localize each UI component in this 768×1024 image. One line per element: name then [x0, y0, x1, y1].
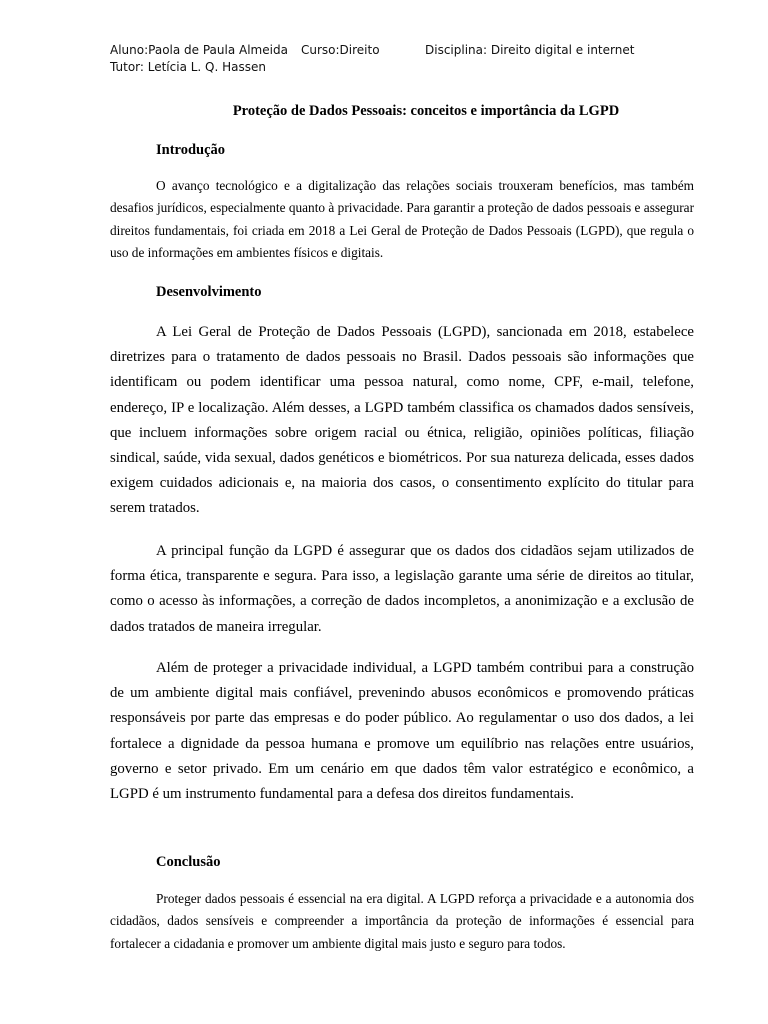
paragraph: O avanço tecnológico e a digitalização das relações sociais trouxeram benefícios, mas também desafios jurídicos, especialmente quanto à privacidade. Para garantir a proteção de dados pessoais e assegurar direitos fundamentais, foi criada em 2018 a Lei Geral de Proteção de Dados Pessoais (LGPD), que regula o uso de informações em ambientes físicos e digitais.: [110, 178, 694, 261]
heading-introducao: Introdução: [156, 142, 226, 158]
section-conclusao: [110, 888, 694, 955]
section-desenvolvimento-p1: [110, 320, 694, 522]
heading-desenvolvimento: Desenvolvimento: [156, 284, 262, 300]
course-name: Curso:Direito: [301, 43, 380, 57]
section-desenvolvimento-p3: [110, 656, 694, 807]
student-name: Aluno:Paola de Paula Almeida: [110, 43, 288, 57]
section-desenvolvimento-p2: [110, 539, 694, 640]
heading-conclusao: Conclusão: [156, 854, 221, 870]
tutor-name: Tutor: Letícia L. Q. Hassen: [110, 60, 266, 74]
paragraph: Proteger dados pessoais é essencial na era digital. A LGPD reforça a privacidade e a autonomia dos cidadãos, dados sensíveis e compreender a importância da proteção de informações é essencial para fortalecer a cidadania e promover um ambiente digital mais justo e seguro para todos.: [110, 891, 694, 951]
paragraph: A Lei Geral de Proteção de Dados Pessoais (LGPD), sancionada em 2018, estabelece diretrizes para o tratamento de dados pessoais no Brasil. Dados pessoais são informações que identificam ou podem identificar uma pessoa natural, como nome, CPF, e-mail, telefone, endereço, IP e localização. Além desses, a LGPD também classifica os chamados dados sensíveis, que incluem informações sobre origem racial ou étnica, religião, opiniões políticas, filiação sindical, saúde, vida sexual, dados genéticos e biométricos. Por sua natureza delicada, esses dados exigem cuidados adicionais e, na maioria dos casos, o consentimento explícito do titular para serem tratados.: [110, 324, 694, 517]
section-introducao: [110, 175, 694, 265]
document-title: Proteção de Dados Pessoais: conceitos e importância da LGPD: [232, 103, 620, 119]
subject-name: Disciplina: Direito digital e internet: [425, 43, 635, 57]
paragraph: Além de proteger a privacidade individual, a LGPD também contribui para a construção de um ambiente digital mais confiável, prevenindo abusos econômicos e promovendo práticas responsáveis por parte das empresas e do poder público. Ao regulamentar o uso dos dados, a lei fortalece a dignidade da pessoa humana e promove um equilíbrio nas relações entre usuários, governo e setor privado. Em um cenário em que dados têm valor estratégico e econômico, a LGPD é um instrumento fundamental para a defesa dos direitos fundamentais.: [110, 660, 694, 803]
paragraph: A principal função da LGPD é assegurar que os dados dos cidadãos sejam utilizados de forma ética, transparente e segura. Para isso, a legislação garante uma série de direitos ao titular, como o acesso às informações, a correção de dados incompletos, a anonimização e a exclusão de dados tratados de maneira irregular.: [110, 543, 694, 635]
